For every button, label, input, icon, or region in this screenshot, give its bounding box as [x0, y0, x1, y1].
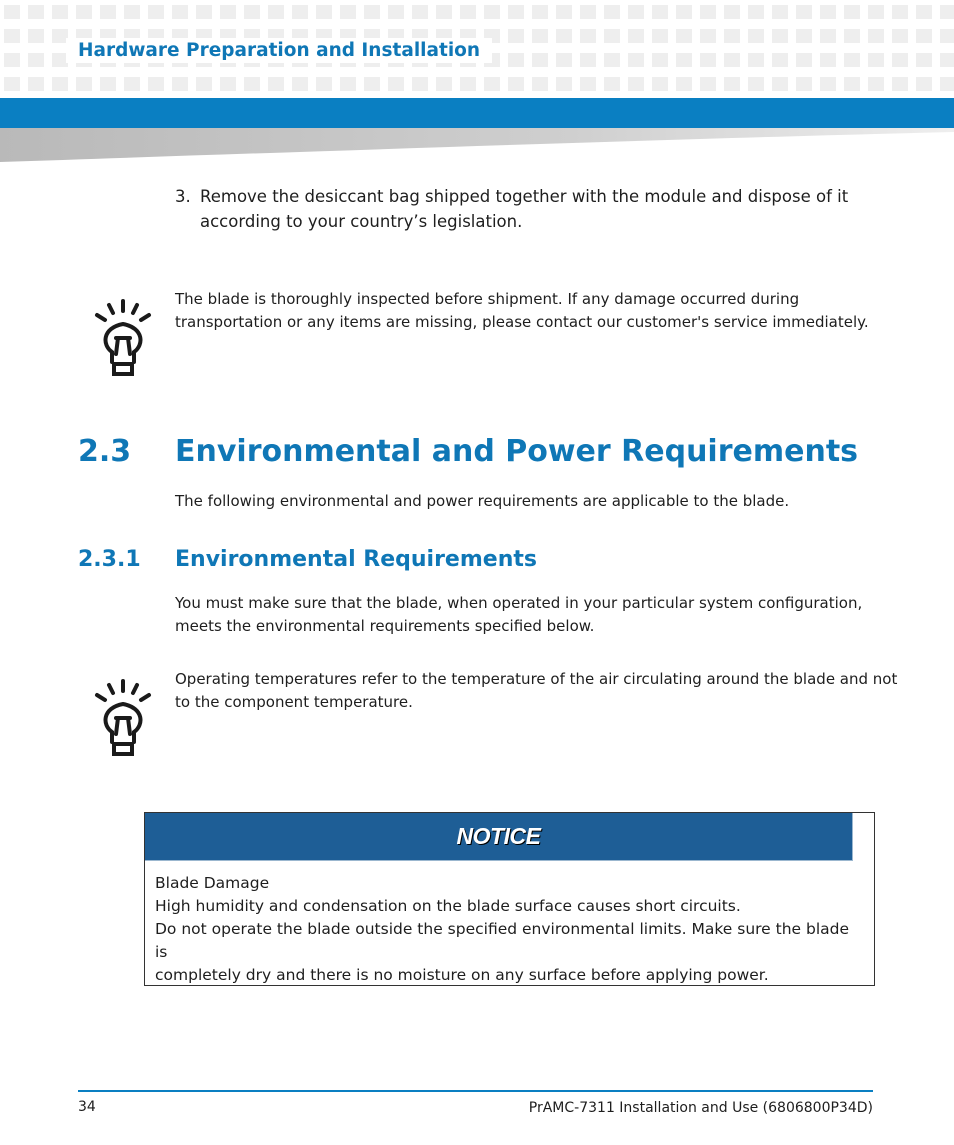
footer-rule — [78, 1090, 873, 1092]
tip-note — [175, 668, 900, 714]
section-number: 2.3 — [78, 434, 132, 469]
tip-note-line2: transportation or any items are missing, please contact our customer's service immediately. — [175, 313, 869, 331]
subsection-title: Environmental Requirements — [175, 547, 537, 572]
tip-note-line1: The blade is thoroughly inspected before shipment. If any damage occurred during — [175, 290, 800, 308]
step-text-line1: Remove the desiccant bag shipped together with the module and dispose of it — [200, 187, 849, 206]
header-swoosh — [0, 128, 954, 164]
notice-line2: Do not operate the blade outside the specified environmental limits. Make sure the blade is — [155, 920, 850, 961]
notice-box — [144, 812, 875, 986]
section-title: Environmental and Power Requirements — [175, 434, 859, 469]
notice-label: NOTICE — [456, 823, 541, 849]
notice-line1: High humidity and condensation on the blade surface causes short circuits. — [155, 897, 741, 915]
subsection-paragraph — [175, 592, 875, 638]
notice-heading: Blade Damage — [155, 874, 270, 892]
header-accent-bar — [0, 98, 954, 128]
notice-body — [155, 872, 855, 987]
tip-note-line1: Operating temperatures refer to the temperature of the air circulating around the blade and not — [175, 670, 898, 688]
step-number: 3. — [175, 187, 191, 206]
subsection-paragraph-line2: meets the environmental requirements specified below. — [175, 617, 595, 635]
running-header-title: Hardware Preparation and Installation — [66, 38, 492, 63]
subsection-paragraph-line1: You must make sure that the blade, when operated in your particular system configuration, — [175, 594, 863, 612]
notice-line3: completely dry and there is no moisture on any surface before applying power. — [155, 966, 769, 984]
subsection-number: 2.3.1 — [78, 547, 141, 572]
page-number: 34 — [78, 1099, 96, 1115]
lightbulb-icon — [92, 678, 154, 760]
section-intro: The following environmental and power requirements are applicable to the blade. — [175, 492, 790, 510]
step-text-line2: according to your country’s legislation. — [200, 212, 523, 231]
tip-note-line2: to the component temperature. — [175, 693, 413, 711]
lightbulb-icon — [92, 298, 154, 380]
tip-note — [175, 288, 900, 334]
step-item — [175, 184, 875, 234]
document-title: PrAMC-7311 Installation and Use (6806800P34D) — [528, 1100, 873, 1116]
